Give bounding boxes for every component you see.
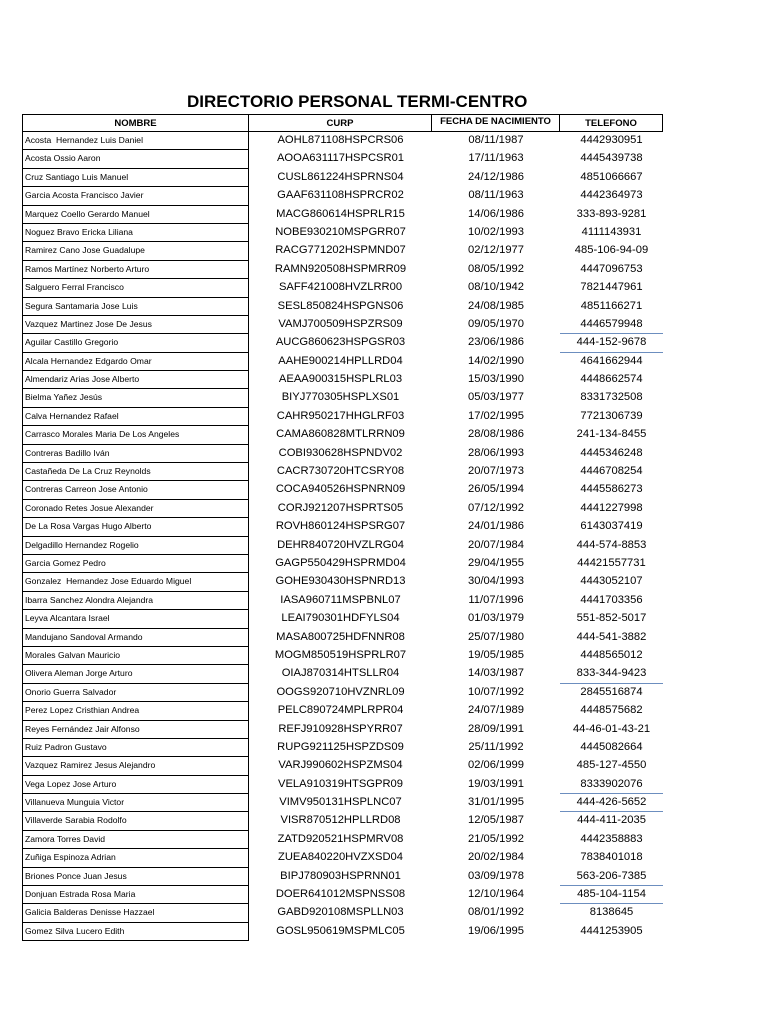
- table-row: [22, 206, 663, 224]
- cell-curp: SESL850824HSPGNS06: [277, 299, 404, 312]
- cell-nombre: Coronado Retes Josue Alexander: [22, 500, 249, 518]
- cell-fecha-nacimiento: 25/07/1980: [468, 630, 524, 643]
- cell-fecha-nacimiento: 23/06/1986: [468, 336, 524, 349]
- table-row: [22, 555, 663, 573]
- cell-telefono: 444-426-5652: [560, 794, 663, 812]
- cell-nombre: Contreras Carreon Jose Antonio: [22, 481, 249, 499]
- table-row: [22, 500, 663, 518]
- cell-curp: RAMN920508HSPMRR09: [274, 262, 407, 275]
- cell-nombre: Zamora Torres David: [22, 831, 249, 849]
- cell-nombre: Morales Galvan Mauricio: [22, 647, 249, 665]
- cell-telefono: 4441227998: [580, 501, 643, 514]
- cell-curp: MACG860614HSPRLR15: [276, 207, 405, 220]
- cell-curp: VAMJ700509HSPZRS09: [278, 317, 403, 330]
- cell-nombre: De La Rosa Vargas Hugo Alberto: [22, 518, 249, 536]
- cell-telefono: 8333902076: [560, 776, 663, 794]
- cell-nombre: Almendariz Arias Jose Alberto: [22, 371, 249, 389]
- cell-curp: MOGM850519HSPRLR07: [274, 648, 407, 661]
- cell-curp: GAAF631108HSPRCR02: [277, 189, 404, 202]
- cell-telefono: 4445346248: [580, 446, 643, 459]
- table-row: [22, 812, 663, 830]
- cell-nombre: Aguilar Castillo Gregorio: [22, 334, 249, 352]
- cell-nombre: Vazquez Martinez Jose De Jesus: [22, 316, 249, 334]
- cell-curp: ROVH860124HSPSRG07: [275, 520, 406, 533]
- cell-curp: NOBE930210MSPGRR07: [275, 225, 406, 238]
- table-row: [22, 316, 663, 334]
- cell-fecha-nacimiento: 02/12/1977: [468, 244, 524, 257]
- page-title: DIRECTORIO PERSONAL TERMI-CENTRO: [187, 92, 528, 111]
- cell-telefono: 4446579948: [560, 316, 663, 334]
- cell-telefono: 485-127-4550: [576, 759, 647, 772]
- cell-curp: GOSL950619MSPMLC05: [276, 924, 405, 937]
- table-row: [22, 132, 663, 150]
- cell-telefono: 7821447961: [580, 281, 643, 294]
- cell-fecha-nacimiento: 08/10/1942: [468, 281, 524, 294]
- table-row: [22, 573, 663, 591]
- cell-nombre: Acosta Ossio Aaron: [22, 150, 249, 168]
- cell-curp: SAFF421008HVZLRR00: [278, 281, 403, 294]
- cell-curp: VISR870512HPLLRD08: [280, 814, 401, 827]
- cell-telefono: 4851066667: [580, 170, 643, 183]
- cell-telefono: 4442364973: [580, 189, 643, 202]
- cell-nombre: Ramirez Cano Jose Guadalupe: [22, 242, 249, 260]
- cell-telefono: 44421557731: [577, 556, 646, 569]
- cell-telefono: 4641662944: [580, 354, 643, 367]
- cell-telefono: 4441703356: [580, 593, 643, 606]
- cell-curp: AOHL871108HSPCRS06: [277, 134, 404, 146]
- cell-telefono: 485-104-1154: [560, 886, 663, 904]
- table-row: [22, 702, 663, 720]
- table-row: [22, 794, 663, 812]
- cell-nombre: Donjuan Estrada Rosa Maria: [22, 886, 249, 904]
- cell-curp: IASA960711MSPBNL07: [280, 593, 401, 606]
- cell-curp: GAGP550429HSPRMD04: [275, 556, 406, 569]
- cell-curp: CORJ921207HSPRTS05: [277, 501, 404, 514]
- cell-telefono: 4442358883: [580, 832, 643, 845]
- cell-telefono: 4448565012: [580, 648, 643, 661]
- cell-fecha-nacimiento: 15/03/1990: [468, 373, 524, 386]
- cell-curp: REFJ910928HSPYRR07: [278, 722, 403, 735]
- cell-telefono: 2845516874: [580, 685, 643, 698]
- cell-curp: VELA910319HTSGPR09: [277, 777, 403, 790]
- cell-nombre: Garcia Gomez Pedro: [22, 555, 249, 573]
- cell-telefono: 4446708254: [580, 465, 643, 478]
- cell-curp: RACG771202HSPMND07: [275, 244, 406, 257]
- table-row: [22, 923, 663, 941]
- cell-curp: GOHE930430HSPNRD13: [275, 575, 406, 588]
- cell-nombre: Cruz Santiago Luis Manuel: [22, 169, 249, 187]
- cell-curp: VIMV950131HSPLNC07: [279, 796, 402, 809]
- table-row: [22, 371, 663, 389]
- cell-nombre: Gomez Silva Lucero Edith: [22, 923, 249, 941]
- cell-fecha-nacimiento: 08/05/1992: [468, 262, 524, 275]
- cell-curp: AUCG860623HSPGSR03: [275, 336, 406, 349]
- cell-fecha-nacimiento: 20/07/1984: [468, 538, 524, 551]
- table-row: [22, 481, 663, 499]
- table-row: [22, 739, 663, 757]
- cell-fecha-nacimiento: 08/01/1992: [468, 906, 524, 919]
- cell-telefono: 833-344-9423: [560, 665, 663, 683]
- cell-nombre: Briones Ponce Juan Jesus: [22, 868, 249, 886]
- cell-fecha-nacimiento: 14/03/1987: [468, 667, 524, 680]
- table-row: [22, 886, 663, 904]
- cell-nombre: Zuñiga Espinoza Adrian: [22, 849, 249, 867]
- cell-curp: AEAA900315HSPLRL03: [278, 373, 403, 386]
- cell-fecha-nacimiento: 14/02/1990: [468, 354, 524, 367]
- cell-fecha-nacimiento: 28/06/1993: [468, 446, 524, 459]
- cell-fecha-nacimiento: 08/11/1987: [468, 134, 524, 146]
- cell-fecha-nacimiento: 19/03/1991: [468, 777, 524, 790]
- cell-curp: LEAI790301HDFYLS04: [281, 612, 400, 625]
- cell-telefono: 444-411-2035: [577, 814, 646, 827]
- cell-curp: COCA940526HSPNRN09: [275, 483, 406, 496]
- table-row: [22, 537, 663, 555]
- cell-fecha-nacimiento: 20/07/1973: [468, 465, 524, 478]
- cell-nombre: Olivera Aleman Jorge Arturo: [22, 665, 249, 683]
- cell-nombre: Carrasco Morales Maria De Los Angeles: [22, 426, 249, 444]
- table-row: [22, 187, 663, 205]
- cell-curp: BIPJ780903HSPRNN01: [280, 869, 401, 882]
- table-row: [22, 463, 663, 481]
- table-body: [22, 132, 663, 941]
- cell-fecha-nacimiento: 08/11/1963: [468, 189, 524, 202]
- cell-fecha-nacimiento: 25/11/1992: [468, 740, 524, 753]
- table-row: [22, 904, 663, 922]
- cell-curp: OOGS920710HVZNRL09: [276, 685, 405, 698]
- cell-telefono: 444-574-8853: [576, 538, 647, 551]
- table-row: [22, 389, 663, 407]
- cell-curp: ZUEA840220HVZXSD04: [278, 851, 403, 864]
- cell-nombre: Perez Lopez Cristhian Andrea: [22, 702, 249, 720]
- cell-nombre: Galicia Balderas Denisse Hazzael: [22, 904, 249, 922]
- table-row: [22, 757, 663, 775]
- cell-fecha-nacimiento: 28/09/1991: [468, 722, 524, 735]
- cell-fecha-nacimiento: 30/04/1993: [468, 575, 524, 588]
- cell-fecha-nacimiento: 10/07/1992: [468, 685, 524, 698]
- table-row: [22, 610, 663, 628]
- cell-fecha-nacimiento: 03/09/1978: [468, 869, 524, 882]
- cell-curp: CACR730720HTCSRY08: [276, 465, 405, 478]
- table-row: [22, 408, 663, 426]
- cell-fecha-nacimiento: 17/11/1963: [468, 152, 524, 165]
- cell-nombre: Villaverde Sarabia Rodolfo: [22, 812, 249, 830]
- table-row: [22, 518, 663, 536]
- table-row: [22, 334, 663, 352]
- cell-curp: ZATD920521HSPMRV08: [277, 832, 404, 845]
- cell-fecha-nacimiento: 19/06/1995: [468, 924, 524, 937]
- cell-fecha-nacimiento: 09/05/1970: [468, 317, 524, 330]
- cell-nombre: Ibarra Sanchez Alondra Alejandra: [22, 592, 249, 610]
- cell-fecha-nacimiento: 17/02/1995: [468, 409, 524, 422]
- cell-telefono: 563-206-7385: [560, 868, 663, 886]
- cell-fecha-nacimiento: 12/05/1987: [468, 814, 524, 827]
- table-row: [22, 242, 663, 260]
- cell-telefono: 4111143931: [581, 225, 642, 238]
- table-row: [22, 353, 663, 371]
- cell-telefono: 7838401018: [580, 851, 643, 864]
- cell-nombre: Alcala Hernandez Edgardo Omar: [22, 353, 249, 371]
- cell-nombre: Vega Lopez Jose Arturo: [22, 776, 249, 794]
- header-curp: CURP: [249, 114, 432, 132]
- cell-telefono: 4445439738: [580, 152, 643, 165]
- table-row: [22, 298, 663, 316]
- cell-curp: PELC890724MPLRPR04: [277, 704, 404, 717]
- cell-nombre: Garcia Acosta Francisco Javier: [22, 187, 249, 205]
- cell-nombre: Delgadillo Hernandez Rogelio: [22, 537, 249, 555]
- cell-telefono: 485-106-94-09: [574, 244, 649, 257]
- cell-fecha-nacimiento: 14/06/1986: [468, 207, 524, 220]
- cell-telefono: 44-46-01-43-21: [572, 722, 651, 735]
- cell-nombre: Marquez Coello Gerardo Manuel: [22, 206, 249, 224]
- cell-curp: CAHR950217HHGLRF03: [276, 409, 405, 422]
- cell-fecha-nacimiento: 12/10/1964: [468, 888, 524, 901]
- table-row: [22, 629, 663, 647]
- cell-nombre: Ramos Martínez Norberto Arturo: [22, 261, 249, 279]
- cell-telefono: 6143037419: [580, 520, 643, 533]
- cell-nombre: Bielma Yañez Jesús: [22, 389, 249, 407]
- cell-nombre: Leyva Alcantara Israel: [22, 610, 249, 628]
- table-row: [22, 868, 663, 886]
- cell-nombre: Calva Hernandez Rafael: [22, 408, 249, 426]
- cell-nombre: Vazquez Ramirez Jesus Alejandro: [22, 757, 249, 775]
- table-header: [22, 114, 663, 132]
- cell-nombre: Segura Santamaria Jose Luis: [22, 298, 249, 316]
- cell-curp: OIAJ870314HTSLLR04: [281, 667, 400, 680]
- cell-telefono: 8138645: [589, 906, 634, 919]
- cell-telefono: 4441253905: [580, 924, 643, 937]
- cell-fecha-nacimiento: 11/07/1996: [468, 593, 524, 606]
- cell-curp: MASA800725HDFNNR08: [276, 630, 405, 643]
- cell-telefono: 4443052107: [580, 575, 643, 588]
- table-row: [22, 279, 663, 297]
- header-telefono: TELEFONO: [560, 114, 663, 132]
- cell-nombre: Villanueva Munguia Victor: [22, 794, 249, 812]
- cell-curp: VARJ990602HSPZMS04: [278, 759, 403, 772]
- cell-fecha-nacimiento: 02/06/1999: [468, 759, 524, 772]
- table-row: [22, 831, 663, 849]
- table-row: [22, 721, 663, 739]
- cell-telefono: 4851166271: [580, 299, 643, 312]
- cell-fecha-nacimiento: 21/05/1992: [468, 832, 524, 845]
- cell-fecha-nacimiento: 28/08/1986: [468, 428, 524, 441]
- cell-curp: AOOA631117HSPCSR01: [276, 152, 405, 165]
- cell-telefono: 4442930951: [580, 134, 643, 146]
- cell-curp: DEHR840720HVZLRG04: [277, 538, 404, 551]
- cell-telefono: 444-541-3882: [576, 630, 647, 643]
- cell-fecha-nacimiento: 19/05/1985: [468, 648, 524, 661]
- table-row: [22, 849, 663, 867]
- table-row: [22, 150, 663, 168]
- cell-nombre: Gonzalez Hernandez Jose Eduardo Miguel: [22, 573, 249, 591]
- cell-fecha-nacimiento: 07/12/1992: [468, 501, 524, 514]
- table-row: [22, 445, 663, 463]
- cell-fecha-nacimiento: 20/02/1984: [468, 851, 524, 864]
- cell-nombre: Reyes Fernández Jair Alfonso: [22, 721, 249, 739]
- cell-curp: DOER641012MSPNSS08: [275, 888, 406, 901]
- cell-nombre: Acosta Hernandez Luis Daniel: [22, 132, 249, 150]
- table-row: [22, 592, 663, 610]
- cell-nombre: Salguero Ferral Francisco: [22, 279, 249, 297]
- cell-telefono: 4447096753: [580, 262, 643, 275]
- cell-fecha-nacimiento: 01/03/1979: [468, 612, 524, 625]
- directory-table: [22, 114, 663, 941]
- cell-nombre: Ruiz Padron Gustavo: [22, 739, 249, 757]
- cell-nombre: Castañeda De La Cruz Reynolds: [22, 463, 249, 481]
- cell-telefono: 551-852-5017: [576, 612, 647, 625]
- table-row: [22, 224, 663, 242]
- cell-telefono: 8331732508: [580, 391, 643, 404]
- cell-curp: GABD920108MSPLLN03: [277, 906, 404, 919]
- cell-telefono: 4448575682: [580, 704, 643, 717]
- cell-nombre: Contreras Badillo Iván: [22, 445, 249, 463]
- cell-fecha-nacimiento: 05/03/1977: [468, 391, 524, 404]
- cell-fecha-nacimiento: 26/05/1994: [468, 483, 524, 496]
- cell-curp: CUSL861224HSPRNS04: [277, 170, 404, 183]
- header-fecha-nacimiento: FECHA DE NACIMIENTO: [432, 114, 560, 132]
- cell-curp: RUPG921125HSPZDS09: [277, 740, 404, 753]
- cell-fecha-nacimiento: 10/02/1993: [468, 225, 524, 238]
- cell-telefono: 241-134-8455: [576, 428, 647, 441]
- cell-nombre: Noguez Bravo Ericka Liliana: [22, 224, 249, 242]
- cell-telefono: 333-893-9281: [576, 207, 647, 220]
- table-row: [22, 261, 663, 279]
- cell-fecha-nacimiento: 24/07/1989: [468, 704, 524, 717]
- table-row: [22, 426, 663, 444]
- cell-telefono: 444-152-9678: [560, 334, 663, 352]
- cell-fecha-nacimiento: 29/04/1955: [468, 556, 524, 569]
- cell-nombre: Onorio Guerra Salvador: [22, 684, 249, 702]
- cell-telefono: 4448662574: [580, 373, 643, 386]
- table-row: [22, 776, 663, 794]
- cell-curp: CAMA860828MTLRRN09: [276, 428, 405, 441]
- cell-curp: BIYJ770305HSPLXS01: [281, 391, 400, 404]
- cell-curp: AAHE900214HPLLRD04: [278, 354, 403, 367]
- cell-telefono: 4445586273: [580, 483, 643, 496]
- cell-fecha-nacimiento: 24/08/1985: [468, 299, 524, 312]
- cell-nombre: Mandujano Sandoval Armando: [22, 629, 249, 647]
- cell-telefono: 4445082664: [580, 740, 643, 753]
- cell-fecha-nacimiento: 24/12/1986: [468, 170, 524, 183]
- cell-curp: COBI930628HSPNDV02: [278, 446, 403, 459]
- cell-telefono: 7721306739: [580, 409, 643, 422]
- table-row: [22, 647, 663, 665]
- cell-fecha-nacimiento: 31/01/1995: [468, 796, 524, 809]
- table-row: [22, 684, 663, 702]
- header-nombre: NOMBRE: [22, 114, 249, 132]
- cell-fecha-nacimiento: 24/01/1986: [468, 520, 524, 533]
- table-row: [22, 665, 663, 683]
- table-row: [22, 169, 663, 187]
